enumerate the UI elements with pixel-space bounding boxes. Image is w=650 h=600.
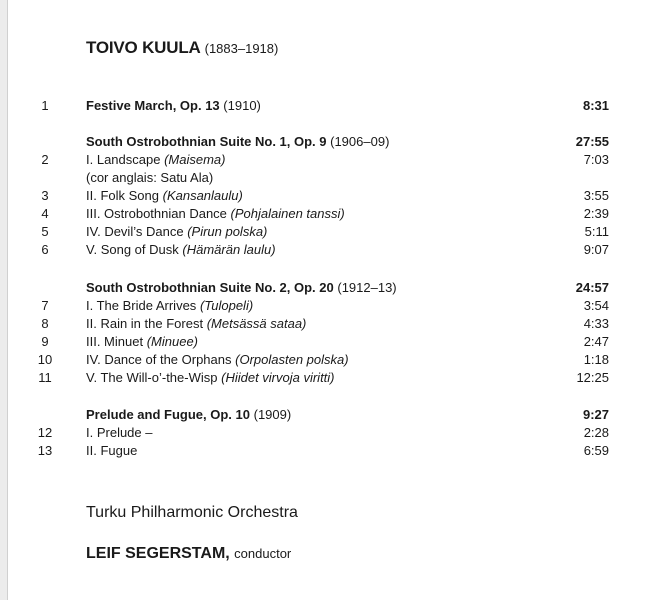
track-number: 7: [41, 298, 49, 313]
track-row: [0, 241, 650, 259]
work-heading-row: [0, 406, 650, 424]
track-title: [86, 241, 276, 259]
track-title-text: V. The Will-o’-the-Wisp: [86, 370, 218, 385]
track-title-text: (cor anglais: Satu Ala): [86, 170, 214, 185]
finnish-title: (Kansanlaulu): [162, 188, 243, 203]
conductor-name: LEIF SEGERSTAM,: [86, 545, 230, 562]
performer-note-row: [0, 169, 650, 187]
track-title-text: South Ostrobothnian Suite No. 1, Op. 9: [86, 134, 327, 149]
track-row: [0, 223, 650, 241]
work-year: (1910): [223, 98, 261, 113]
track-number: 2: [41, 152, 49, 167]
finnish-title: (Tulopeli): [199, 298, 254, 313]
track-title-text: I. Prelude –: [86, 425, 153, 440]
finnish-title: (Minuee): [146, 334, 198, 349]
track-number: 5: [41, 224, 49, 239]
track-duration: 5:11: [584, 224, 609, 239]
track-duration: 7:03: [583, 152, 609, 167]
track-title: [86, 279, 397, 297]
track-title-text: II. Rain in the Forest: [86, 316, 204, 331]
track-title: [86, 151, 225, 169]
track-title-text: II. Folk Song: [86, 188, 159, 203]
track-title-text: South Ostrobothnian Suite No. 2, Op. 20: [86, 280, 334, 295]
track-title-text: I. The Bride Arrives: [86, 298, 197, 313]
track-row: [0, 97, 650, 115]
track-title-text: IV. Dance of the Orphans: [86, 352, 232, 367]
track-duration: 2:28: [583, 425, 609, 440]
work-year: (1909): [253, 407, 292, 422]
composer-name: TOIVO KUULA: [86, 38, 201, 57]
finnish-title: (Metsässä sataa): [206, 316, 307, 331]
track-number: 9: [41, 334, 49, 349]
track-duration: 3:54: [583, 298, 609, 313]
conductor-role: conductor: [234, 546, 292, 561]
conductor-credit: [86, 545, 291, 563]
track-duration: 4:33: [583, 316, 609, 331]
track-duration: 9:07: [583, 242, 609, 257]
track-title: [86, 223, 267, 241]
track-title-text: IV. Devil’s Dance: [86, 224, 184, 239]
track-title-text: Festive March, Op. 13: [86, 98, 220, 113]
track-title: [86, 205, 345, 223]
work-heading-row: [0, 133, 650, 151]
track-title: [86, 406, 291, 424]
track-duration: 2:47: [583, 334, 609, 349]
track-number: 6: [41, 242, 49, 257]
track-duration: 9:27: [582, 407, 609, 422]
work-year: (1912–13): [337, 280, 397, 295]
track-row: [0, 187, 650, 205]
finnish-title: (Pohjalainen tanssi): [230, 206, 345, 221]
track-row: [0, 297, 650, 315]
track-number: 8: [41, 316, 49, 331]
track-row: [0, 442, 650, 460]
track-number: 13: [37, 443, 53, 458]
track-title: [86, 442, 137, 460]
track-duration: 12:25: [576, 370, 609, 385]
track-row: [0, 351, 650, 369]
track-title: [86, 133, 389, 151]
track-row: [0, 151, 650, 169]
orchestra-name: Turku Philharmonic Orchestra: [86, 504, 298, 521]
track-row: [0, 333, 650, 351]
track-duration: 6:59: [583, 443, 609, 458]
track-duration: 8:31: [582, 98, 609, 113]
track-number: 11: [38, 370, 52, 385]
track-title-text: III. Ostrobothnian Dance: [86, 206, 227, 221]
track-title-text: III. Minuet: [86, 334, 144, 349]
track-title: [86, 187, 243, 205]
track-title-text: Prelude and Fugue, Op. 10: [86, 407, 250, 422]
finnish-title: (Hämärän laulu): [182, 242, 276, 257]
track-title-text: V. Song of Dusk: [86, 242, 179, 257]
track-number: 10: [37, 352, 53, 367]
track-number: 4: [41, 206, 49, 221]
finnish-title: (Pirun polska): [187, 224, 268, 239]
track-title: [86, 333, 198, 351]
track-title-text: II. Fugue: [86, 443, 138, 458]
track-title-text: I. Landscape: [86, 152, 161, 167]
work-year: (1906–09): [330, 134, 390, 149]
track-title: [86, 97, 261, 115]
finnish-title: (Orpolasten polska): [235, 352, 349, 367]
finnish-title: (Maisema): [164, 152, 226, 167]
track-title: [86, 169, 213, 187]
track-number: 12: [37, 425, 53, 440]
composer-heading: [86, 38, 278, 58]
work-heading-row: [0, 279, 650, 297]
track-number: 3: [41, 188, 49, 203]
track-duration: 27:55: [575, 134, 609, 149]
track-title: [86, 297, 253, 315]
track-title: [86, 315, 306, 333]
track-title: [86, 351, 349, 369]
composer-dates: (1883–1918): [204, 41, 279, 56]
track-duration: 2:39: [583, 206, 609, 221]
finnish-title: (Hiidet virvoja viritti): [221, 370, 335, 385]
track-title: [86, 424, 153, 442]
track-number: 1: [41, 98, 49, 113]
track-duration: 1:18: [583, 352, 609, 367]
track-duration: 3:55: [583, 188, 609, 203]
track-row: [0, 205, 650, 223]
track-row: [0, 315, 650, 333]
track-title: [86, 369, 335, 387]
track-row: [0, 369, 650, 387]
track-duration: 24:57: [575, 280, 609, 295]
track-row: [0, 424, 650, 442]
